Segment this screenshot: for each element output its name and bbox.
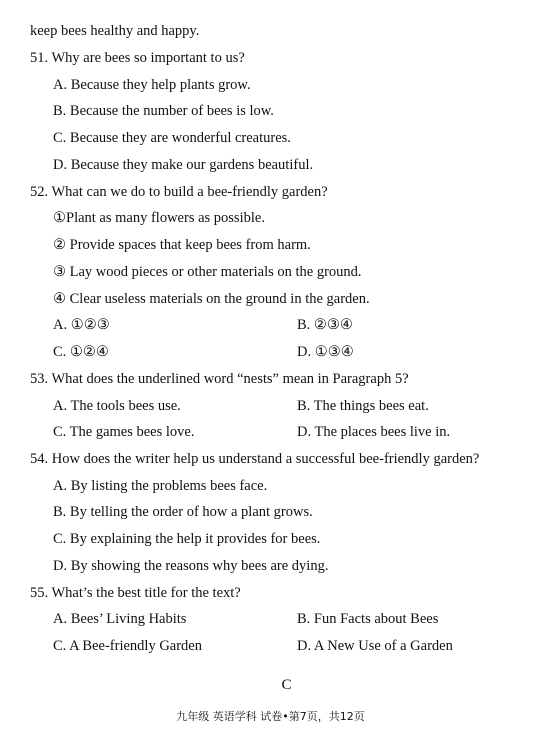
question-52-option-a: A. ①②③ bbox=[53, 317, 110, 333]
question-53-option-b: B. The things bees eat. bbox=[297, 398, 429, 414]
question-52-item-4: ④ Clear useless materials on the ground in the garden. bbox=[53, 291, 370, 307]
question-51-stem: 51. Why are bees so important to us? bbox=[30, 50, 245, 66]
question-51-option-a: A. Because they help plants grow. bbox=[53, 77, 251, 93]
question-54-option-c: C. By explaining the help it provides for bees. bbox=[53, 531, 321, 547]
question-54-stem: 54. How does the writer help us understand a successful bee-friendly garden? bbox=[30, 451, 480, 467]
question-55-option-d: D. A New Use of a Garden bbox=[297, 638, 453, 654]
question-55-option-a: A. Bees’ Living Habits bbox=[53, 611, 187, 627]
passage-continuation: keep bees healthy and happy. bbox=[30, 23, 200, 39]
section-heading: C bbox=[281, 677, 292, 693]
question-51-option-b: B. Because the number of bees is low. bbox=[53, 103, 274, 119]
question-52-option-b: B. ②③④ bbox=[297, 317, 353, 333]
question-52-stem: 52. What can we do to build a bee-friendly garden? bbox=[30, 184, 328, 200]
question-51-option-c: C. Because they are wonderful creatures. bbox=[53, 130, 291, 146]
question-54-option-d: D. By showing the reasons why bees are dying. bbox=[53, 558, 329, 574]
question-52-item-1: ①Plant as many flowers as possible. bbox=[53, 210, 265, 226]
question-53-option-c: C. The games bees love. bbox=[53, 424, 195, 440]
question-53-option-d: D. The places bees live in. bbox=[297, 424, 451, 440]
question-54-option-b: B. By telling the order of how a plant grows. bbox=[53, 504, 313, 520]
question-55-option-c: C. A Bee-friendly Garden bbox=[53, 638, 202, 654]
question-55-option-b: B. Fun Facts about Bees bbox=[297, 611, 439, 627]
page-footer: 九年级 英语学科 试卷•第7页，共12页 bbox=[176, 710, 365, 723]
question-52-option-c: C. ①②④ bbox=[53, 344, 109, 360]
question-51-option-d: D. Because they make our gardens beautiful. bbox=[53, 157, 314, 173]
question-52-item-3: ③ Lay wood pieces or other materials on the ground. bbox=[53, 264, 362, 280]
question-53-option-a: A. The tools bees use. bbox=[53, 398, 181, 414]
question-55-stem: 55. What’s the best title for the text? bbox=[30, 585, 241, 601]
question-54-option-a: A. By listing the problems bees face. bbox=[53, 478, 268, 494]
question-53-stem: 53. What does the underlined word “nests” mean in Paragraph 5? bbox=[30, 371, 409, 387]
question-52-option-d: D. ①③④ bbox=[297, 344, 354, 360]
question-52-item-2: ② Provide spaces that keep bees from harm. bbox=[53, 237, 311, 253]
